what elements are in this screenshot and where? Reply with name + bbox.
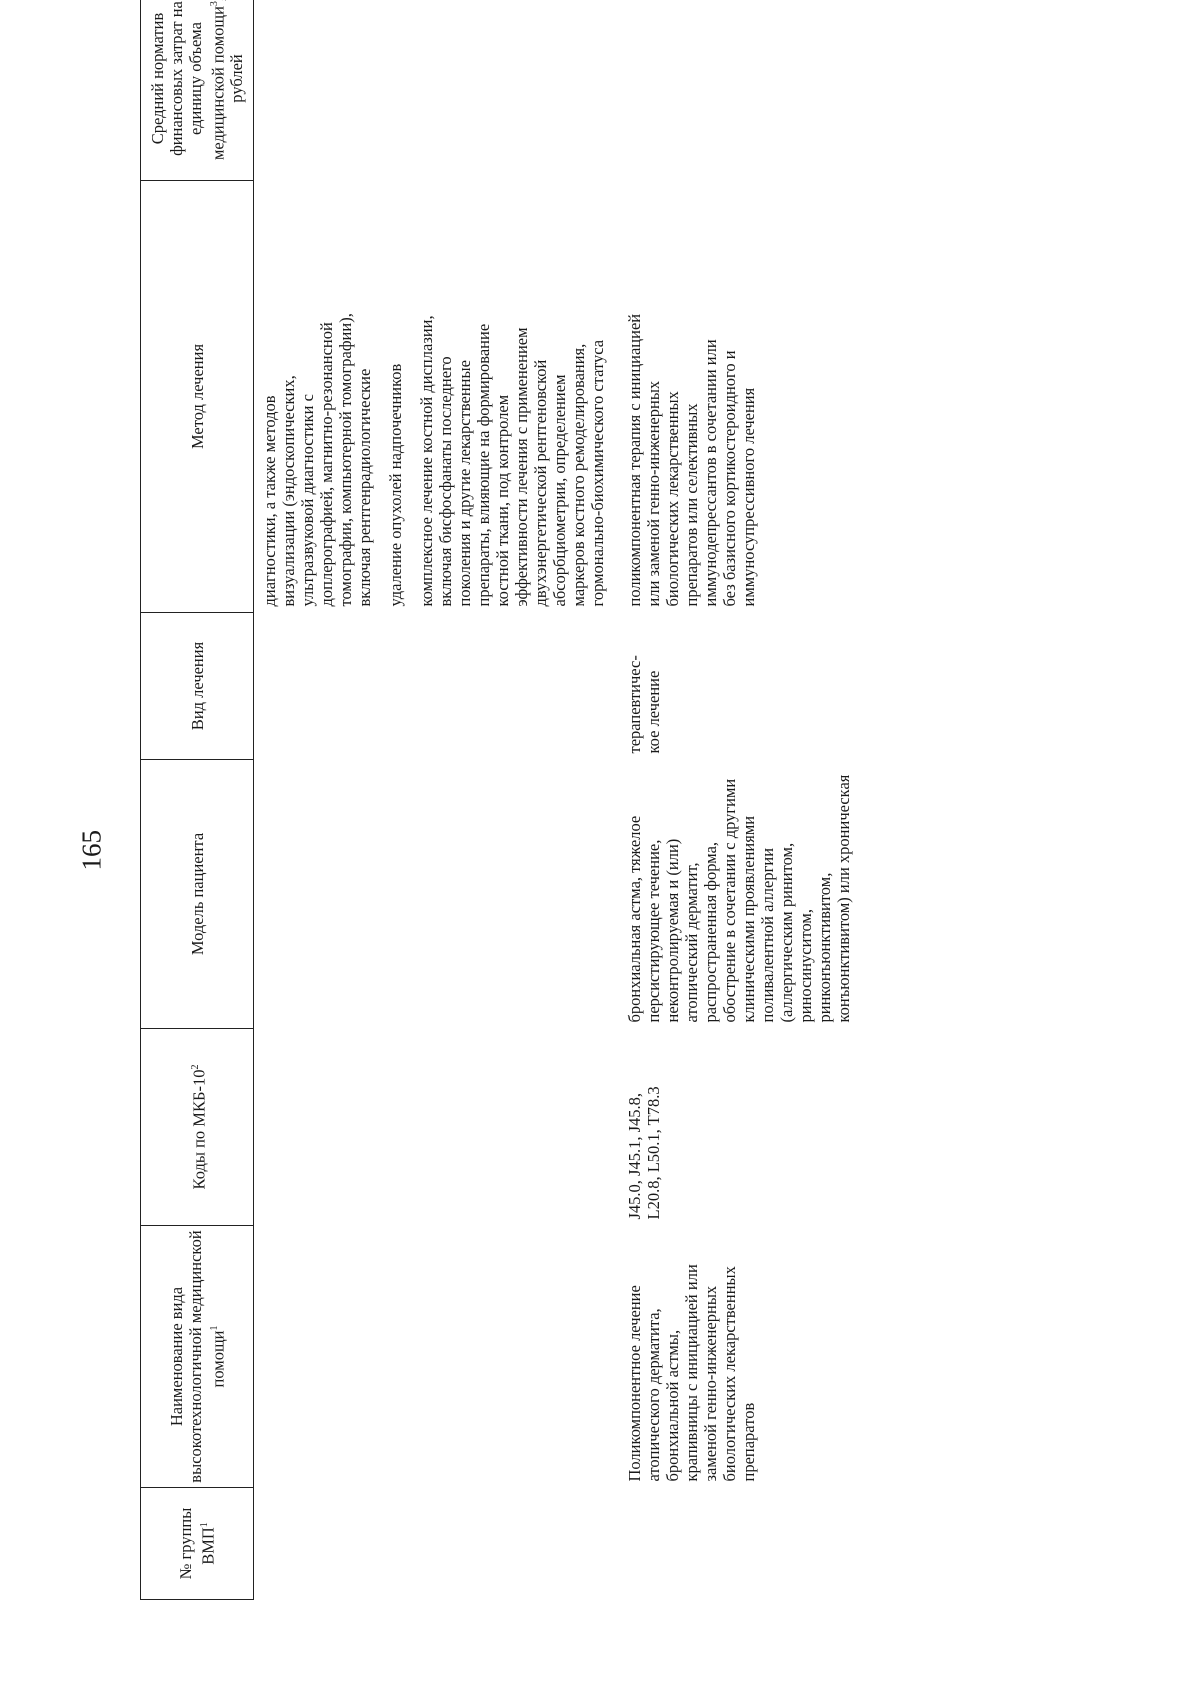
treatment-type-text: терапевтичес- кое лечение bbox=[625, 655, 663, 754]
rotated-page bbox=[140, 1, 1200, 1580]
header-vmp-name: Наименование вида высокотехнологичной медицинской помощи$^1$ bbox=[141, 1226, 254, 1488]
method-text: диагностики, а также методов визуализации (эндоскопических, ультразвуковой диагностики с доплерографией, магнитно-резонансной томографии, компьютерной томографии), включая рентгенрадиологические bbox=[260, 313, 374, 607]
header-group-number: № группы ВМП$^1$ bbox=[141, 1488, 254, 1600]
cell-empty bbox=[254, 760, 620, 1029]
header-patient-model: Модель пациента bbox=[141, 760, 254, 1029]
table-row bbox=[619, 0, 865, 1600]
method-text: комплексное лечение костной дисплазии, включая бисфосфанаты последнего поколения и другие лекарственные препараты, влияющие на формирование костной ткани, под контролем эффективности лечения с применением двухэнергетической рентгеновской абсорбциометрии, определением маркеров костного ремоделирования, гормонально-биохимического статуса bbox=[417, 315, 607, 607]
header-icd-codes: Коды по МКБ-$10^2$ bbox=[141, 1029, 254, 1226]
cell-treatment-type bbox=[619, 613, 865, 760]
cell-empty bbox=[619, 0, 865, 181]
icd-codes-text: J45.0, J45.1, J45.8, L20.8, L50.1, T78.3 bbox=[625, 1086, 663, 1220]
cell-empty bbox=[254, 1226, 620, 1488]
header-row bbox=[141, 0, 254, 1600]
cell-empty bbox=[254, 1488, 620, 1600]
vmp-name-text: Поликомпонентное лечение атопического дерматита, бронхиальной астмы, крапивницы с инициацией или заменой генно-инженерных биологических лекарственных препаратов bbox=[625, 1264, 758, 1482]
cell-empty bbox=[254, 0, 620, 181]
cell-method bbox=[254, 181, 620, 613]
cell-empty bbox=[254, 613, 620, 760]
method-text: поликомпонентная терапия с инициацией или заменой генно-инженерных биологических лекарственных препаратов или селективных иммунодепрессантов в сочетании или без базисного кортикостероидного и иммуносупрессивного лечения bbox=[625, 313, 758, 607]
table-container bbox=[140, 1, 1200, 1600]
header-cost-norm: Средний норматив финансовых затрат на единицу объема медицинской помощи$^3$ рублей bbox=[141, 0, 254, 181]
vmp-table bbox=[140, 0, 865, 1600]
patient-model-text: бронхиальная астма, тяжелое персистирующее течение, неконтролируемая и (или) атопический дерматит, распространенная форма, обострение в сочетании с другими клиническими проявлениями поливалентной аллергии (аллергическим ринитом, риносинуситом, ринконъюнктивитом, конъюнктивитом) или хроническая bbox=[625, 774, 853, 1023]
page-number: 165 bbox=[76, 830, 107, 871]
method-text: удаление опухолей надпочечников bbox=[386, 363, 405, 607]
header-treatment-method: Метод лечения bbox=[141, 181, 254, 613]
cell-empty bbox=[619, 1488, 865, 1600]
header-treatment-type: Вид лечения bbox=[141, 613, 254, 760]
table-row bbox=[254, 0, 620, 1600]
cell-patient-model bbox=[619, 760, 865, 1029]
cell-vmp-name bbox=[619, 1226, 865, 1488]
cell-icd-codes bbox=[619, 1029, 865, 1226]
cell-method bbox=[619, 181, 865, 613]
cell-empty bbox=[254, 1029, 620, 1226]
